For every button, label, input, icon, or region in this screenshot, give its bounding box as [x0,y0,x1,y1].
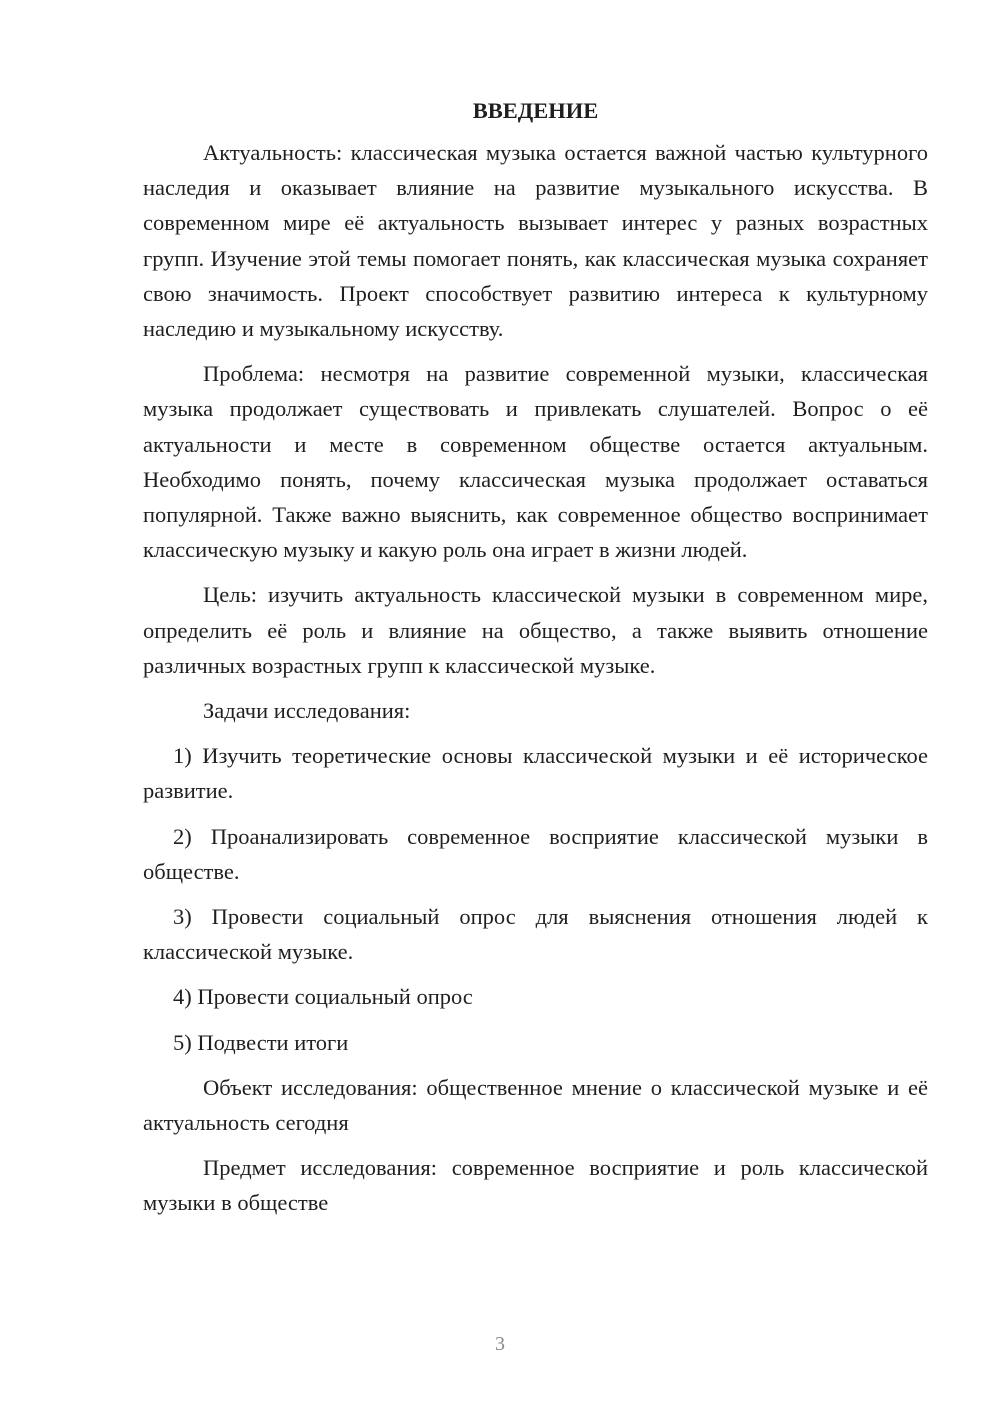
page-title: ВВЕДЕНИЕ [472,98,599,123]
task-item: 2) Проанализировать современное восприятие классической музыки в обществе. [143,823,928,884]
subject-paragraph: Предмет исследования: современное восприятие и роль классической музыки в обществе [143,1155,928,1216]
task-item: 1) Изучить теоретические основы классической музыки и её историческое развитие. [143,743,928,804]
task-item: 5) Подвести итоги [173,1029,349,1055]
tasks-heading: Задачи исследования: [203,698,411,724]
goal-paragraph: Цель: изучить актуальность классической музыки в современном мире, определить её роль и влияние на общество, а также выявить отношение различных возрастных групп к классической музыке. [143,582,928,678]
task-item: 4) Провести социальный опрос [173,984,473,1010]
page-number: 3 [495,1333,505,1355]
relevance-paragraph: Актуальность: классическая музыка остается важной частью культурного наследия и оказывает влияние на развитие музыкального искусства. В современном мире её актуальность вызывает интерес у разных возрастных групп. Изучение этой темы помогает понять, как классическая музыка сохраняет свою значимость. Проект способствует развитию интереса к культурному наследию и музыкальному искусству. [143,140,928,342]
problem-paragraph: Проблема: несмотря на развитие современной музыки, классическая музыка продолжает существовать и привлекать слушателей. Вопрос о её актуальности и месте в современном обществе остается актуальным. Необходимо понять, почему классическая музыка продолжает оставаться популярной. Также важно выяснить, как современное общество воспринимает классическую музыку и какую роль она играет в жизни людей. [143,361,928,563]
task-item: 3) Провести социальный опрос для выяснения отношения людей к классической музыке. [143,904,928,965]
object-paragraph: Объект исследования: общественное мнение о классической музыке и её актуальность сегодня [143,1074,928,1136]
document-page [143,97,928,1231]
